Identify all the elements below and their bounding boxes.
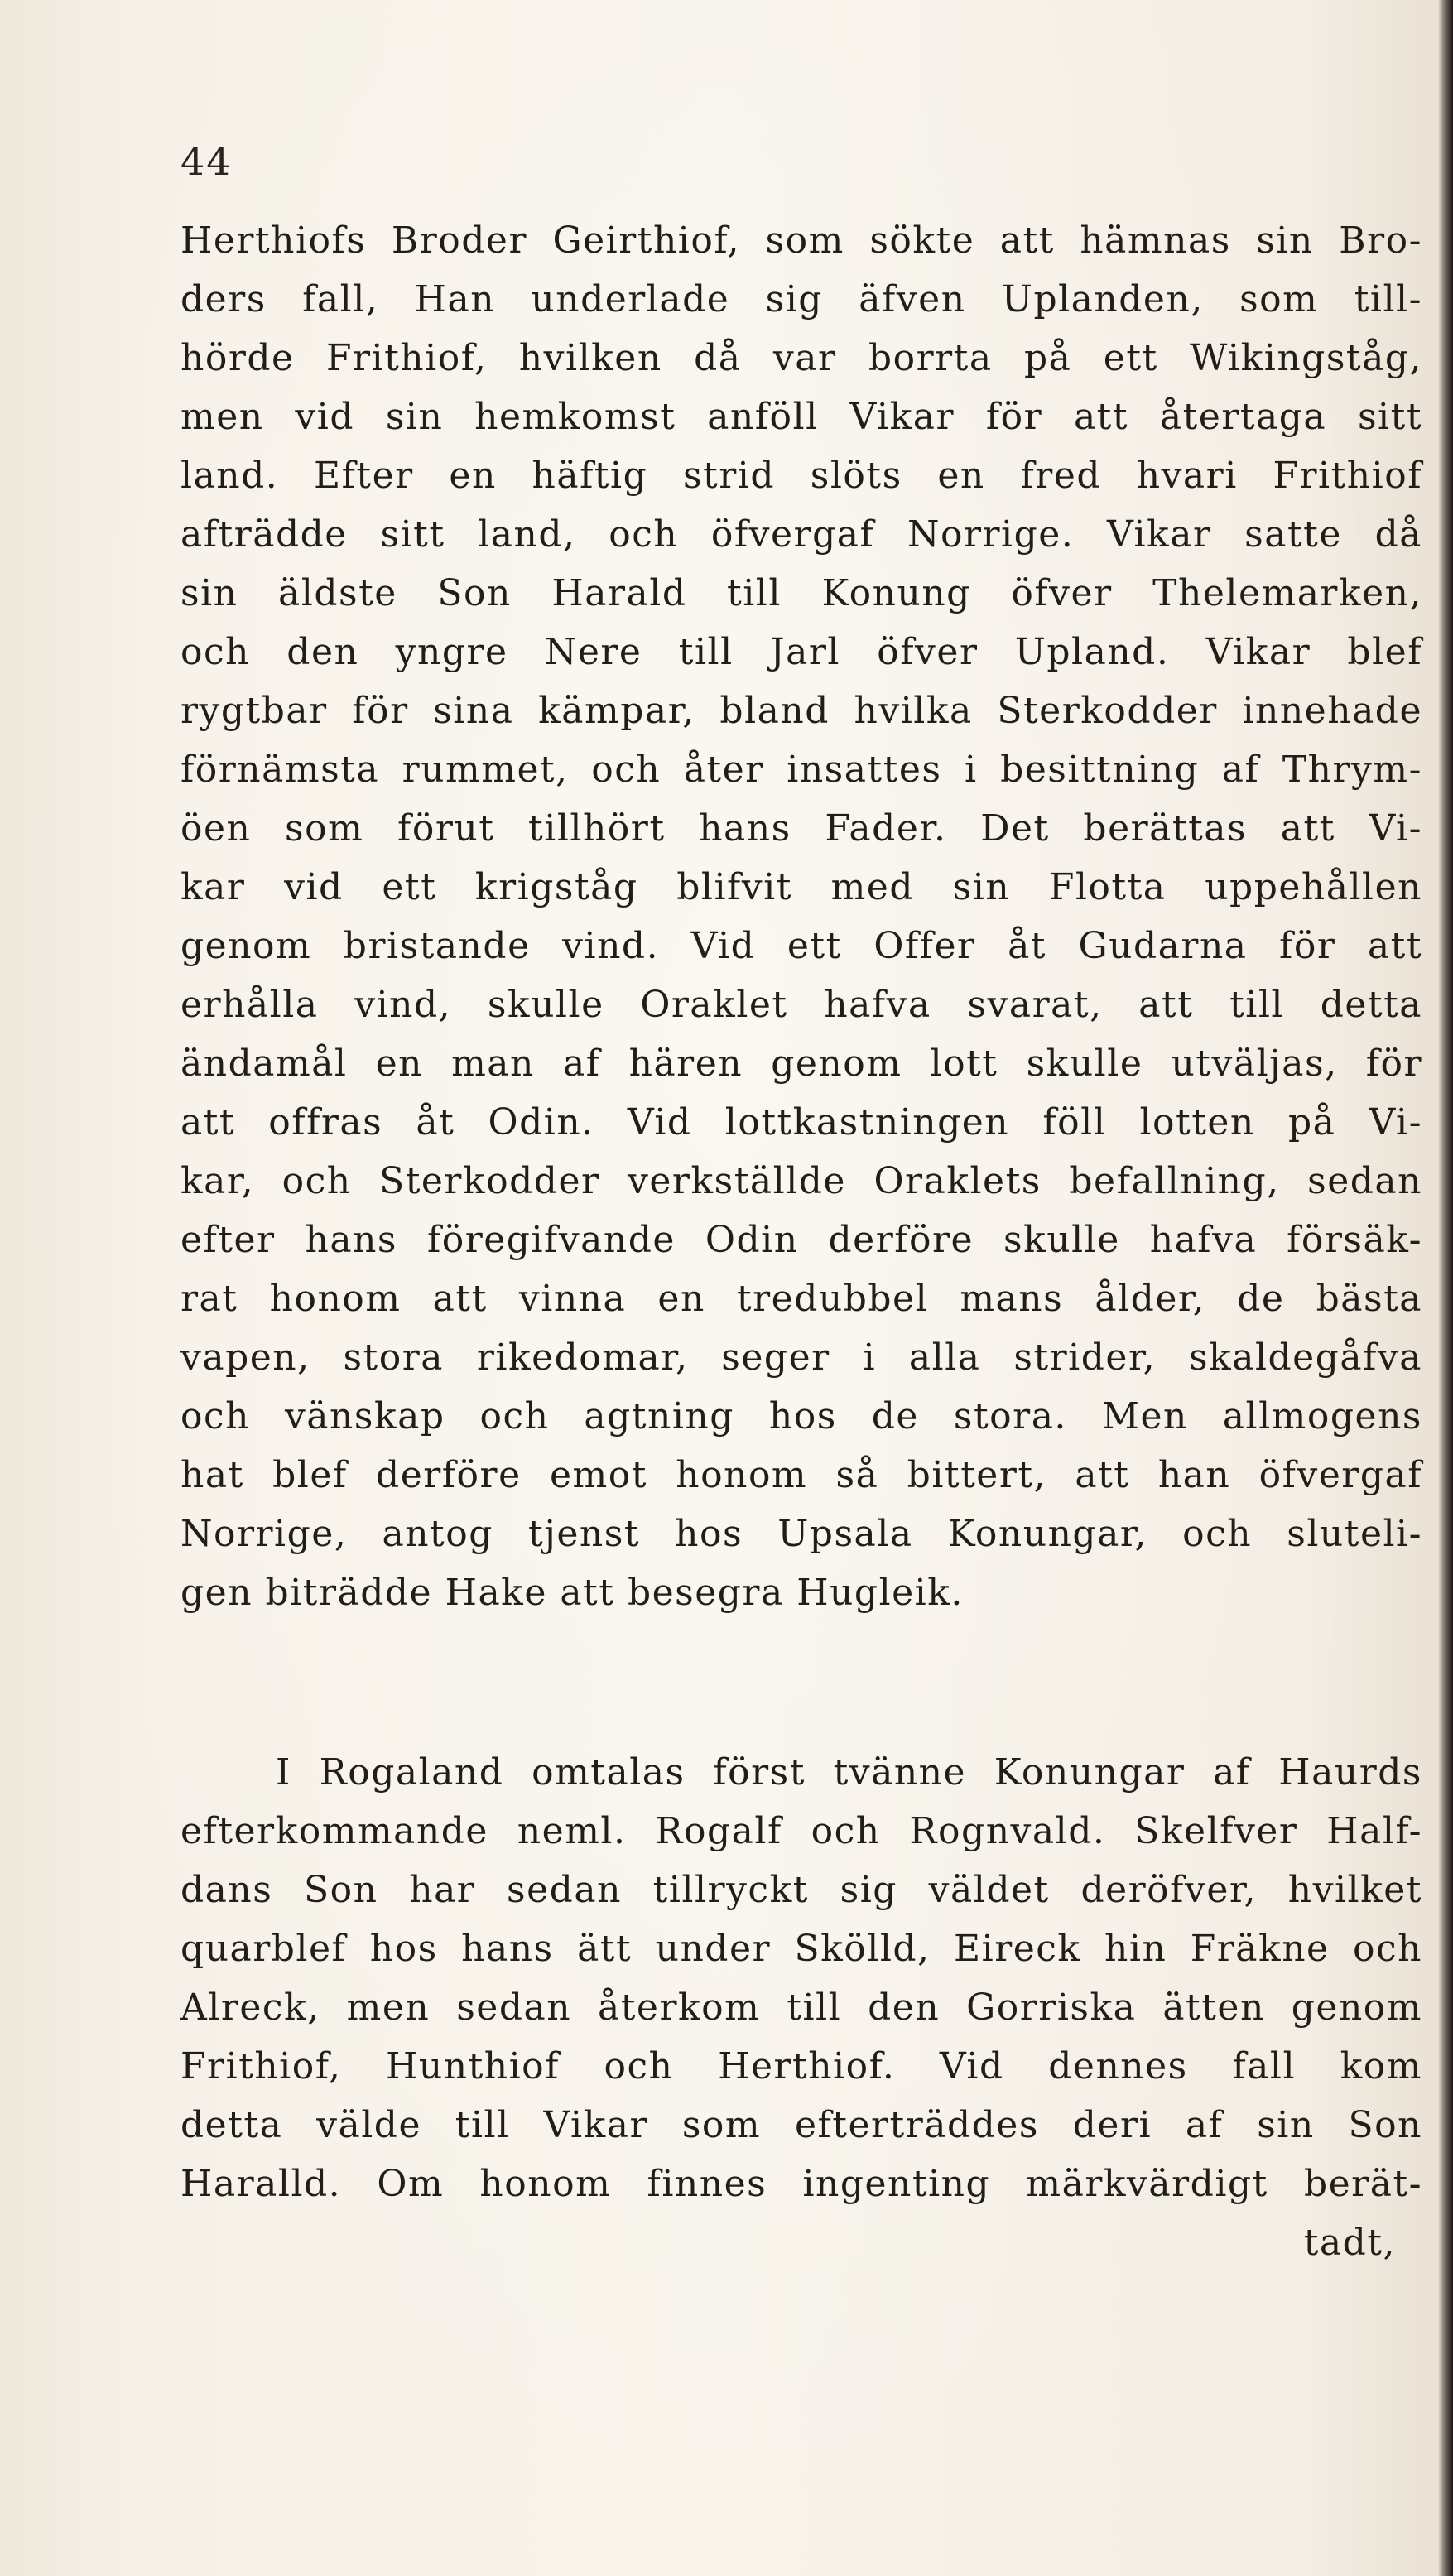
text-line: ändamål en man af hären genom lott skulle utväljas, för — [180, 1042, 1422, 1085]
text-line: genom bristande vind. Vid ett Offer åt Gudarna för att — [180, 925, 1422, 967]
text-line: Herthiofs Broder Geirthiof, som sökte att hämnas sin Bro- — [180, 219, 1422, 262]
catchword: tadt, — [1303, 2222, 1396, 2264]
text-line: detta välde till Vikar som efterträddes deri af sin Son — [180, 2104, 1422, 2146]
paragraph-2 — [180, 1743, 1422, 2272]
text-line: kar vid ett krigståg blifvit med sin Flotta uppehållen — [180, 866, 1422, 908]
page-number: 44 — [180, 139, 233, 184]
text-line: förnämsta rummet, och åter insattes i besittning af Thrym- — [180, 749, 1422, 791]
page-edge-shadow — [1438, 0, 1453, 2576]
text-line: quarblef hos hans ätt under Skölld, Eireck hin Fräkne och — [180, 1928, 1422, 1970]
text-line: Frithiof, Hunthiof och Herthiof. Vid dennes fall kom — [180, 2045, 1422, 2087]
text-line: land. Efter en häftig strid slöts en fred hvari Frithiof — [180, 455, 1422, 497]
text-line: sin äldste Son Harald till Konung öfver Thelemarken, — [180, 572, 1422, 614]
text-line: hat blef derföre emot honom så bittert, att han öfvergaf — [180, 1454, 1422, 1496]
text-line: afträdde sitt land, och öfvergaf Norrige. Vikar satte då — [180, 513, 1422, 556]
text-line: gen biträdde Hake att besegra Hugleik. — [180, 1572, 964, 1614]
text-line: och den yngre Nere till Jarl öfver Upland. Vikar blef — [180, 631, 1422, 673]
text-line: ders fall, Han underlade sig äfven Uplanden, som till- — [180, 278, 1422, 320]
text-line: I Rogaland omtalas först tvänne Konungar af Haurds — [276, 1751, 1422, 1794]
text-line: vapen, stora rikedomar, seger i alla strider, skaldegåfva — [180, 1336, 1422, 1379]
text-line: efterkommande neml. Rogalf och Rognvald. Skelfver Half- — [180, 1810, 1422, 1852]
text-line: och vänskap och agtning hos de stora. Men allmogens — [180, 1395, 1422, 1437]
text-line: kar, och Sterkodder verkställde Oraklets befallning, sedan — [180, 1160, 1422, 1202]
text-line: Haralld. Om honom finnes ingenting märkvärdigt berät- — [180, 2163, 1422, 2205]
text-line: rygtbar för sina kämpar, bland hvilka Sterkodder innehade — [180, 690, 1422, 732]
text-line: efter hans föregifvande Odin derföre skulle hafva försäk- — [180, 1219, 1422, 1261]
text-line: Norrige, antog tjenst hos Upsala Konungar, och sluteli- — [180, 1513, 1422, 1555]
text-line: rat honom att vinna en tredubbel mans ålder, de bästa — [180, 1278, 1422, 1320]
text-line: dans Son har sedan tillryckt sig väldet deröfver, hvilket — [180, 1869, 1422, 1911]
paragraph-1 — [180, 211, 1422, 1622]
text-line: öen som förut tillhört hans Fader. Det berättas att Vi- — [180, 807, 1422, 850]
text-line: att offras åt Odin. Vid lottkastningen föll lotten på Vi- — [180, 1101, 1422, 1144]
text-line: men vid sin hemkomst anföll Vikar för att återtaga sitt — [180, 396, 1422, 438]
text-line: Alreck, men sedan återkom till den Gorriska ätten genom — [180, 1986, 1422, 2029]
text-line: erhålla vind, skulle Oraklet hafva svarat, att till detta — [180, 984, 1422, 1026]
text-line: hörde Frithiof, hvilken då var borrta på ett Wikingståg, — [180, 337, 1422, 379]
